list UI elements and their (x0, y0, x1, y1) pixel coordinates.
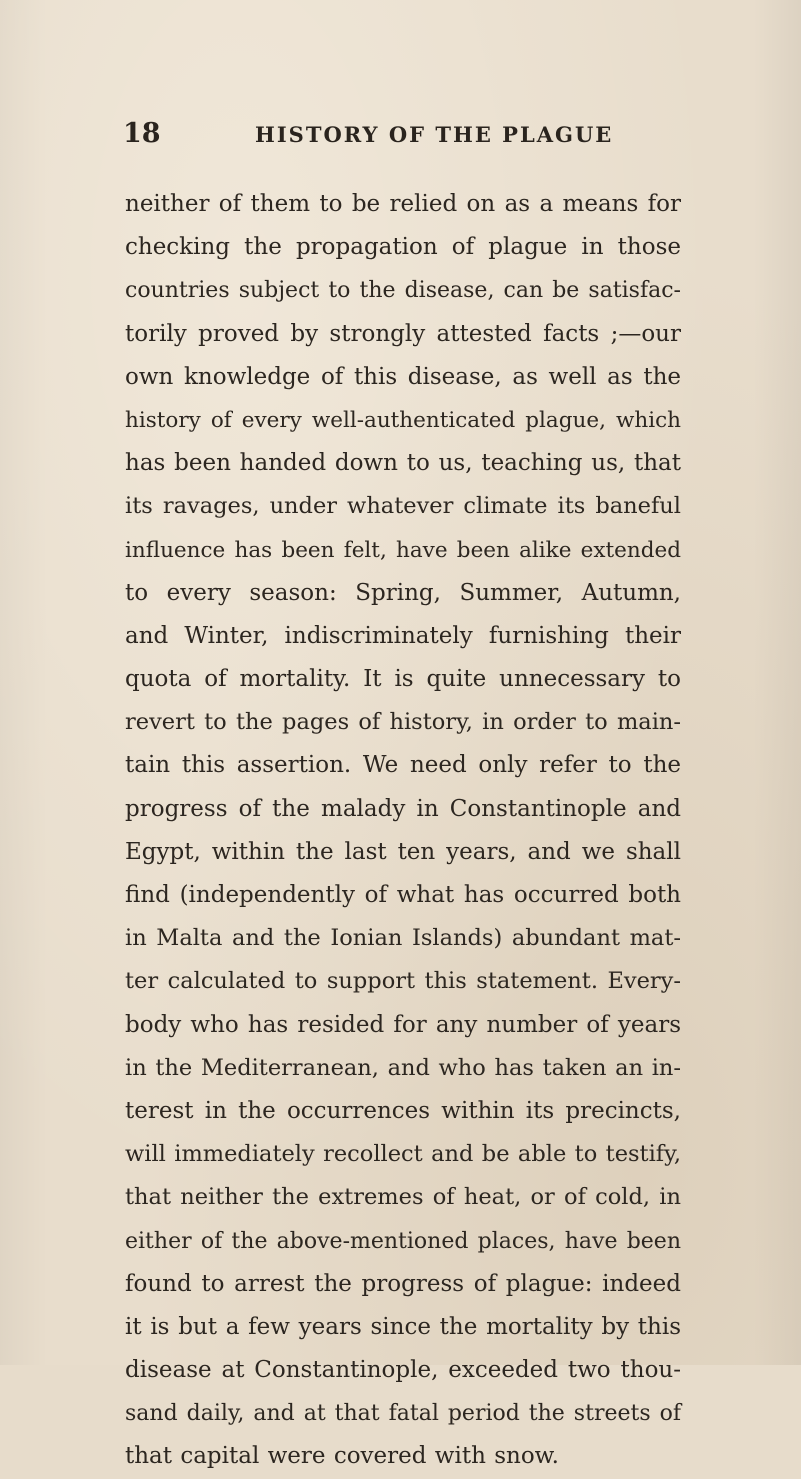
text-line: body who has resided for any number of years (125, 1011, 681, 1038)
text-line: revert to the pages of history, in order to main- (125, 709, 681, 736)
text-line: torily proved by strongly attested facts ;—our (125, 320, 681, 347)
text-line: find (independently of what has occurred both (125, 882, 681, 908)
text-line: sand daily, and at that fatal period the streets of (125, 1401, 681, 1427)
text-line: that capital were covered with snow. (125, 1443, 559, 1470)
text-line: tain this assertion. We need only refer to the (125, 752, 681, 779)
text-line: that neither the extremes of heat, or of cold, in (125, 1184, 681, 1211)
text-line: terest in the occurrences within its precincts, (125, 1097, 681, 1124)
text-line: in the Mediterranean, and who has taken an in- (125, 1054, 681, 1081)
page-number: 18 (123, 118, 161, 149)
body-text (125, 183, 681, 1479)
text-line: and Winter, indiscriminately furnishing their (125, 622, 681, 649)
text-line: own knowledge of this disease, as well as the (125, 363, 681, 390)
text-line: found to arrest the progress of plague: indeed (125, 1270, 681, 1297)
running-head: HISTORY OF THE PLAGUE (255, 122, 614, 147)
text-line: disease at Constantinople, exceeded two thou- (125, 1357, 681, 1384)
text-line: to every season: Spring, Summer, Autumn, (125, 579, 681, 606)
text-line: checking the propagation of plague in those (125, 234, 681, 261)
text-line: Egypt, within the last ten years, and we shall (125, 838, 681, 865)
text-line: either of the above-mentioned places, have been (125, 1228, 681, 1254)
text-line: countries subject to the disease, can be satisfac- (125, 278, 681, 304)
text-line: it is but a few years since the mortality by this (125, 1313, 681, 1340)
text-line: will immediately recollect and be able to testify, (125, 1141, 681, 1168)
text-line: quota of mortality. It is quite unnecessary to (125, 666, 681, 693)
text-line: in Malta and the Ionian Islands) abundant mat- (125, 925, 681, 952)
text-line: progress of the malady in Constantinople and (125, 795, 681, 822)
text-line: has been handed down to us, teaching us, that (125, 450, 681, 477)
text-line: history of every well-authenticated plague, which (125, 407, 681, 433)
text-line: ter calculated to support this statement. Every- (125, 968, 681, 995)
page-header (123, 118, 683, 158)
text-line: influence has been felt, have been alike extended (125, 537, 681, 563)
text-line: neither of them to be relied on as a means for (125, 191, 681, 217)
text-line: its ravages, under whatever climate its baneful (125, 493, 681, 520)
